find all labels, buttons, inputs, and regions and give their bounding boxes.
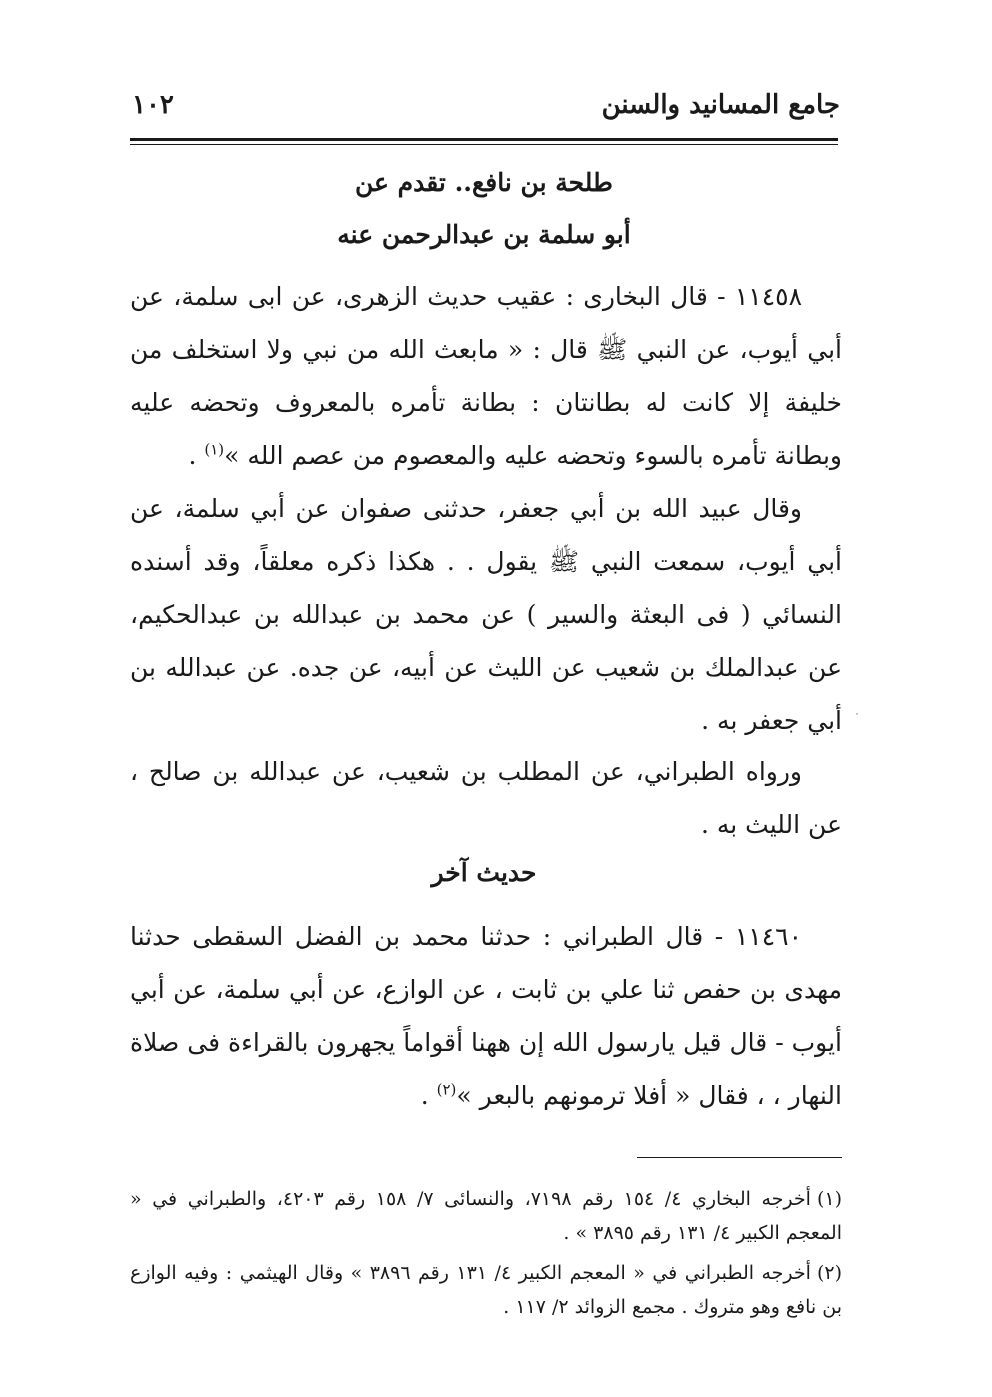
paragraph-body: ١١٤٦٠ - قال الطبراني : حدثنا محمد بن الفضل السقطى حدثنا مهدى بن حفص ثنا علي بن ثابت ، عن الوازع، عن أبي سلمة، عن أبي أيوب - قال قيل يارسول الله إن ههنا أقواماً يجهرون بالقراءة فى صلاة النهار ، ، فقال « أفلا ترمونهم بالبعر » [130, 922, 842, 1110]
header-rule [130, 138, 838, 141]
section-heading-hadith-akhar: حديث آخر [431, 858, 537, 887]
running-header-title: جامع المسانيد والسنن [601, 90, 840, 120]
hadith-paragraph-11460 [130, 910, 842, 1122]
paragraph-text [130, 270, 842, 482]
paragraph-end: . [420, 1081, 437, 1110]
paragraph-end: . [188, 441, 205, 470]
footnote-separator [637, 1157, 842, 1158]
section-heading-line1: طلحة بن نافع.. تقدم عن [355, 168, 613, 197]
paragraph-text [130, 910, 842, 1122]
footnote-text: أخرجه البخاري ٤/ ١٥٤ رقم ٧١٩٨، والنسائى ٧/ ١٥٨ رقم ٤٢٠٣، والطبراني في « المعجم الكبير ٤/ ١٣١ رقم ٣٨٩٥ » . [130, 1188, 842, 1244]
footnote-text: أخرجه الطبراني في « المعجم الكبير ٤/ ١٣١ رقم ٣٨٩٦ » وقال الهيثمي : وفيه الوازع بن نافع وهو متروك . مجمع الزوائد ٢/ ١١٧ . [130, 1262, 842, 1318]
footnote-number: (٢) [816, 1262, 842, 1284]
paragraph-text: ورواه الطبراني، عن المطلب بن شعيب، عن عبدالله بن صالح ، عن الليث به . [130, 757, 842, 839]
margin-mark: ˙ [855, 710, 859, 724]
section-heading-line2: أبو سلمة بن عبدالرحمن عنه [337, 220, 631, 249]
hadith-paragraph-11458 [130, 270, 842, 482]
footnote-2 [130, 1256, 842, 1324]
commentary-paragraph [130, 482, 842, 747]
tabarani-paragraph [130, 745, 842, 851]
footnote-1 [130, 1182, 842, 1250]
footnotes [130, 1182, 842, 1330]
footnote-marker: (٢) [436, 1080, 457, 1099]
paragraph-text: وقال عبيد الله بن أبي جعفر، حدثنى صفوان عن أبي سلمة، عن أبي أيوب، سمعت النبي ﷺ يقول . . هكذا ذكره معلقاً، وقد أسنده النسائي ( فى البعثة والسير ) عن محمد بن عبدالله بن عبدالحكيم، عن عبدالملك بن شعيب عن الليث عن أبيه، عن جده. عن عبدالله بن أبي جعفر به . [130, 494, 842, 735]
page-number: ١٠٢ [132, 90, 174, 120]
footnote-number: (١) [816, 1188, 842, 1210]
footnote-marker: (١) [204, 440, 225, 459]
header-rule-thin [130, 144, 838, 145]
paragraph-body: ١١٤٥٨ - قال البخارى : عقيب حديث الزهرى، عن ابى سلمة، عن أبي أيوب، عن النبي ﷺ قال : « مابعث الله من نبي ولا استخلف من خليفة إلا كانت له بطانتان : بطانة تأمره بالمعروف وتحضه عليه وبطانة تأمره بالسوء وتحضه عليه والمعصوم من عصم الله » [130, 282, 842, 470]
